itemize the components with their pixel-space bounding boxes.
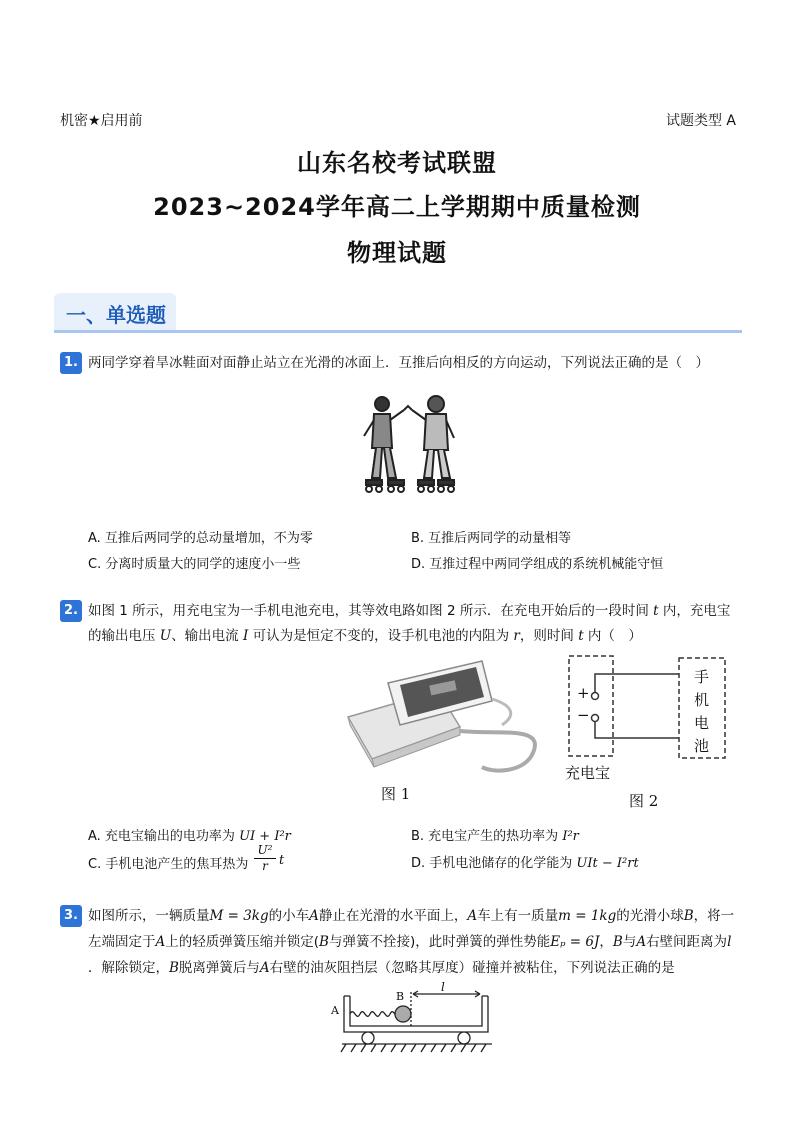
cart-spring-ball-diagram — [330, 982, 500, 1058]
q3-text: 上的轻质弹簧压缩并锁定( — [165, 934, 320, 950]
power-bank-photo — [342, 655, 547, 775]
section-divider — [54, 330, 742, 333]
q2-option-a-formula: UI + I²r — [239, 829, 291, 844]
q2-option-d — [411, 852, 639, 871]
title-line-3: 物理试题 — [347, 239, 447, 267]
negative-terminal: − — [577, 706, 590, 724]
q3-var-a: A — [467, 908, 478, 924]
q3-text: 与弹簧不拴接)，此时弹簧的弹性势能 — [328, 934, 551, 950]
q3-var-b: B — [169, 960, 179, 976]
q3-text: 与 — [622, 934, 637, 950]
q2-var-u: U — [159, 628, 172, 644]
q2-var-t: t — [653, 603, 659, 619]
figure-1-caption: 图 1 — [381, 785, 411, 803]
q2-option-c — [88, 853, 248, 872]
q2-option-b-formula: I²r — [562, 829, 579, 844]
q2-option-a — [88, 825, 291, 844]
q2-text: 的输出电压 — [88, 628, 156, 644]
title-line-1: 山东名校考试联盟 — [297, 149, 497, 177]
paper-type-label: 试题类型 A — [665, 113, 736, 129]
q2-text: 如图 1 所示，用充电宝为一手机电池充电，其等效电路如图 2 所示．在充电开始后的一段时间 — [88, 603, 649, 619]
question-2-line-2 — [88, 622, 642, 650]
section-heading — [54, 293, 742, 333]
phone-label-2: 机 — [694, 691, 710, 709]
q3-var-b: B — [319, 934, 329, 950]
q2-option-c-var-t: t — [279, 853, 285, 868]
confidential-label: 机密★启用前 — [60, 113, 143, 129]
q3-text: ，将一 — [693, 908, 735, 924]
q3-var-a: A — [259, 960, 270, 976]
q2-text: ，则时间 — [519, 628, 574, 644]
q2-option-d-formula: UIt − I²rt — [576, 856, 639, 871]
q3-text: 静止在光滑的水平面上， — [318, 908, 468, 924]
q2-option-c-text: C. 手机电池产生的焦耳热为 — [88, 857, 249, 872]
q3-var-b: B — [683, 908, 694, 924]
question-number-3: 3. — [60, 905, 82, 927]
q2-option-d-text: D. 手机电池储存的化学能为 — [411, 856, 573, 871]
phone-label-3: 电 — [694, 714, 710, 732]
q3-var-a: A — [309, 908, 319, 924]
q2-option-b-text: B. 充电宝产生的热功率为 — [411, 829, 559, 844]
q2-option-a-text: A. 充电宝输出的电功率为 — [88, 829, 235, 844]
q1-option-a: A. 互推后两同学的总动量增加，不为零 — [88, 531, 313, 546]
power-bank-label: 充电宝 — [565, 764, 611, 782]
question-number-2: 2. — [60, 600, 82, 622]
q1-option-d: D. 互推过程中两同学组成的系统机械能守恒 — [411, 557, 664, 572]
q2-option-c-denominator: r — [262, 859, 268, 873]
distance-label-l: l — [441, 980, 445, 994]
q1-option-b: B. 互推后两同学的动量相等 — [411, 531, 572, 546]
q2-option-b — [411, 825, 579, 844]
skaters-illustration — [352, 386, 470, 502]
q1-option-c: C. 分离时质量大的同学的速度小一些 — [88, 557, 301, 572]
q2-text: 内（ ） — [587, 628, 642, 644]
q3-var-a: A — [636, 934, 647, 950]
question-3-line-1 — [88, 902, 734, 930]
positive-terminal: + — [577, 684, 590, 702]
q2-var-r: r — [513, 628, 520, 644]
q3-text: 如图所示，一辆质量 — [88, 908, 210, 924]
q2-var-t2: t — [578, 628, 584, 644]
q2-option-c-numerator: U² — [254, 843, 276, 859]
q3-var-a: A — [155, 934, 166, 950]
question-3-line-3 — [88, 954, 675, 982]
q2-text: 可认为是恒定不变的，设手机电池的内阻为 — [252, 628, 510, 644]
q3-mass-ball: m = 1kg — [558, 908, 617, 924]
phone-label-1: 手 — [694, 668, 710, 686]
q3-mass-car: M = 3kg — [209, 908, 269, 924]
question-2-line-1 — [88, 597, 730, 625]
q3-text: 右壁间距离为 — [646, 934, 728, 950]
q3-text: 左端固定于 — [88, 934, 156, 950]
q3-text: 脱离弹簧后与 — [178, 960, 260, 976]
phone-label-4: 池 — [694, 737, 710, 755]
q3-text: 右壁的油灰阻挡层（忽略其厚度）碰撞并被粘住，下列说法正确的是 — [269, 960, 675, 976]
q3-text: ．解除锁定， — [88, 960, 169, 976]
figure-2-caption: 图 2 — [629, 792, 659, 810]
question-1-stem: 两同学穿着旱冰鞋面对面静止站立在光滑的冰面上．互推后向相反的方向运动，下列说法正确的是（ ） — [88, 355, 709, 371]
question-number-1: 1. — [60, 352, 82, 374]
q3-text: 的光滑小球 — [616, 908, 684, 924]
section-label: 一、单选题 — [66, 303, 166, 327]
question-3-line-2 — [88, 928, 731, 956]
q3-text: 的小车 — [268, 908, 310, 924]
q3-text: 车上有一质量 — [477, 908, 559, 924]
title-line-2: 2023~2024学年高二上学期期中质量检测 — [153, 193, 641, 221]
ball-label-b: B — [396, 990, 405, 1003]
q2-var-i: I — [242, 628, 249, 644]
q3-text: ， — [599, 934, 613, 950]
q2-text: 内，充电宝 — [662, 603, 731, 619]
q2-text: 、输出电流 — [171, 628, 239, 644]
q2-option-c-fraction — [254, 843, 276, 874]
q3-spring-energy: Eₚ = 6J — [550, 934, 600, 950]
q3-var-l: l — [727, 934, 732, 950]
cart-label-a: A — [331, 1004, 339, 1017]
q3-var-b: B — [612, 934, 623, 950]
